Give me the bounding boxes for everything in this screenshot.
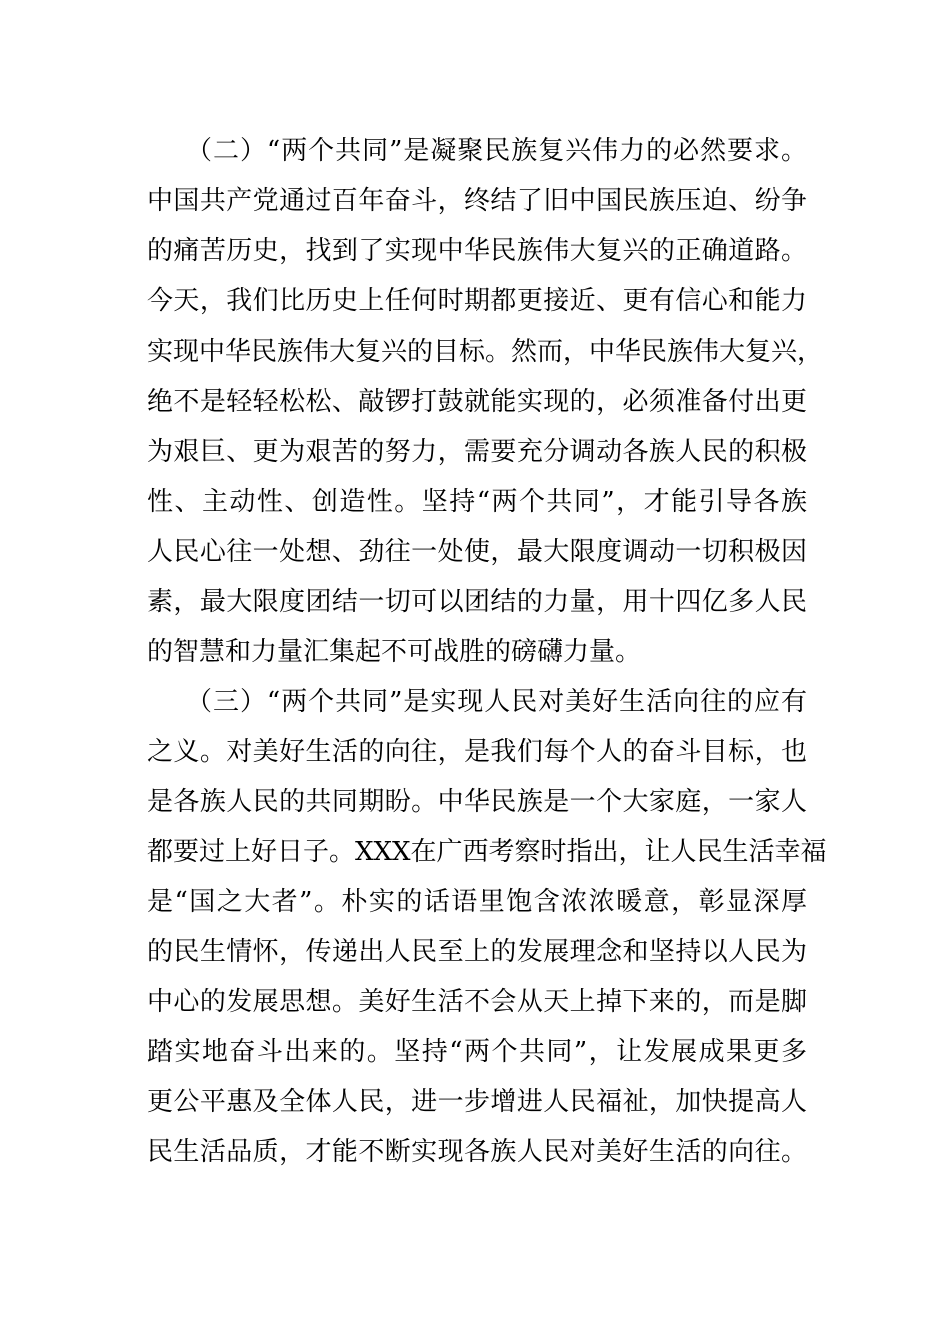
text-line: 人民心往一处想、劲往一处使，最大限度调动一切积极因	[147, 537, 807, 567]
text-line: 都要过上好日子。XXX在广西考察时指出，让人民生活幸福	[147, 837, 827, 867]
text-line: 今天，我们比历史上任何时期都更接近、更有信心和能力	[147, 286, 807, 316]
paragraph-2-heading-line: （二）“两个共同”是凝聚民族复兴伟力的必然要求。	[186, 136, 807, 166]
text-line: 为艰巨、更为艰苦的努力，需要充分调动各族人民的积极	[147, 437, 807, 467]
text-line: 中心的发展思想。美好生活不会从天上掉下来的，而是脚	[147, 987, 807, 1017]
text-line: 踏实地奋斗出来的。坚持“两个共同”，让发展成果更多	[147, 1037, 807, 1067]
text-line: 中国共产党通过百年奋斗，终结了旧中国民族压迫、纷争	[147, 186, 807, 216]
text-line: 之义。对美好生活的向往，是我们每个人的奋斗目标，也	[147, 737, 807, 767]
text-line: 性、主动性、创造性。坚持“两个共同”，才能引导各族	[147, 487, 807, 517]
text-line: 是各族人民的共同期盼。中华民族是一个大家庭，一家人	[147, 787, 807, 817]
text-line: 素，最大限度团结一切可以团结的力量，用十四亿多人民	[147, 587, 807, 617]
text-line: 的民生情怀，传递出人民至上的发展理念和坚持以人民为	[147, 937, 807, 967]
paragraph-3-heading-line: （三）“两个共同”是实现人民对美好生活向往的应有	[186, 687, 807, 717]
text-line: 的智慧和力量汇集起不可战胜的磅礴力量。	[147, 637, 642, 667]
text-line: 是“国之大者”。朴实的话语里饱含浓浓暖意，彰显深厚	[147, 887, 807, 917]
text-line: 绝不是轻轻松松、敲锣打鼓就能实现的，必须准备付出更	[147, 387, 807, 417]
text-line: 实现中华民族伟大复兴的目标。然而，中华民族伟大复兴，	[147, 337, 824, 367]
text-line: 民生活品质，才能不断实现各族人民对美好生活的向往。	[147, 1137, 807, 1167]
text-line: 的痛苦历史，找到了实现中华民族伟大复兴的正确道路。	[147, 236, 807, 266]
text-line: 更公平惠及全体人民，进一步增进人民福祉，加快提高人	[147, 1087, 807, 1117]
